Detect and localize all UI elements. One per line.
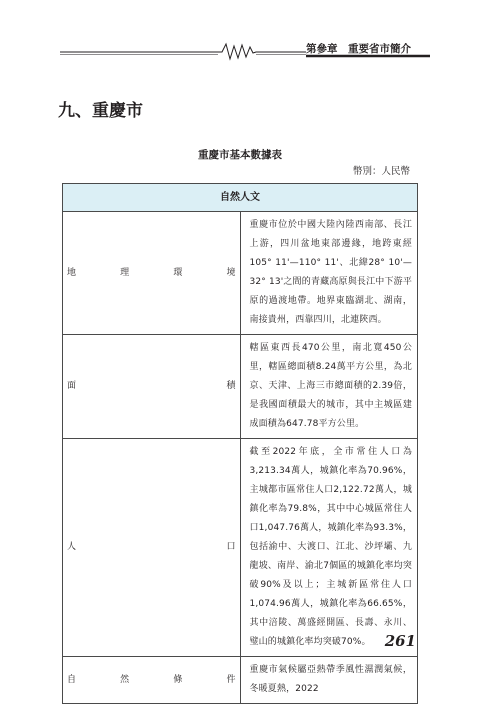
table-row (63, 439, 418, 657)
table-row (63, 335, 418, 439)
chapter-heading: 第參章 重要省市簡介 (306, 43, 411, 55)
row-content-area: 轄區東西長470公里，南北寬450公里，轄區總面積8.24萬平方公里，為北京、天津、上海三市總面積的2.39倍，是我國面積最大的城市，其中主城區建成面積為647.78平方公里。 (240, 335, 418, 439)
section-title: 九、重慶市 (58, 101, 143, 121)
row-label-geography: 地理環境 (63, 212, 241, 335)
row-label-natural-conditions: 自然條件 (63, 657, 241, 704)
row-label-area: 面積 (63, 335, 241, 439)
row-content-population: 截至2022年底，全市常住人口為3,213.34萬人，城鎮化率為70.96%，主城都市區常住人口2,122.72萬人，城鎮化率為79.8%，其中中心城區常住人口1,047.76萬人，城鎮化率為93.3%，包括渝中、大渡口、江北、沙坪壩、九龍坡、南岸、渝北7個區的城鎮化率均突破90%及以上；主城新區常住人口1,074.96萬人，城鎮化率為66.65%，其中涪陵、萬盛經開區、長壽、永川、璧山的城鎮化率均突破70%。 (240, 439, 418, 657)
table-row (63, 657, 418, 704)
row-content-natural-conditions: 重慶市氣候屬亞熱帶季風性濕潤氣候，冬暖夏熱，2022 (240, 657, 418, 704)
city-data-table (62, 183, 418, 704)
band-heading: 自然人文 (63, 184, 418, 212)
currency-note: 幣別：人民幣 (352, 166, 410, 177)
row-content-geography: 重慶市位於中國大陸內陸西南部、長江上游，四川盆地東部邊緣，地跨東經105° 11'—110° 11'、北緯28° 10'—32° 13'之間的青藏高原與長江中下游平原的過渡地帶。地界東臨湖北、湖南，南接貴州，西靠四川，北連陝西。 (240, 212, 418, 335)
table-band-row (63, 184, 418, 212)
row-label-population: 人口 (63, 439, 241, 657)
table-caption: 重慶市基本數據表 (198, 149, 282, 161)
page-number: 261 (384, 632, 416, 650)
table-row (63, 212, 418, 335)
